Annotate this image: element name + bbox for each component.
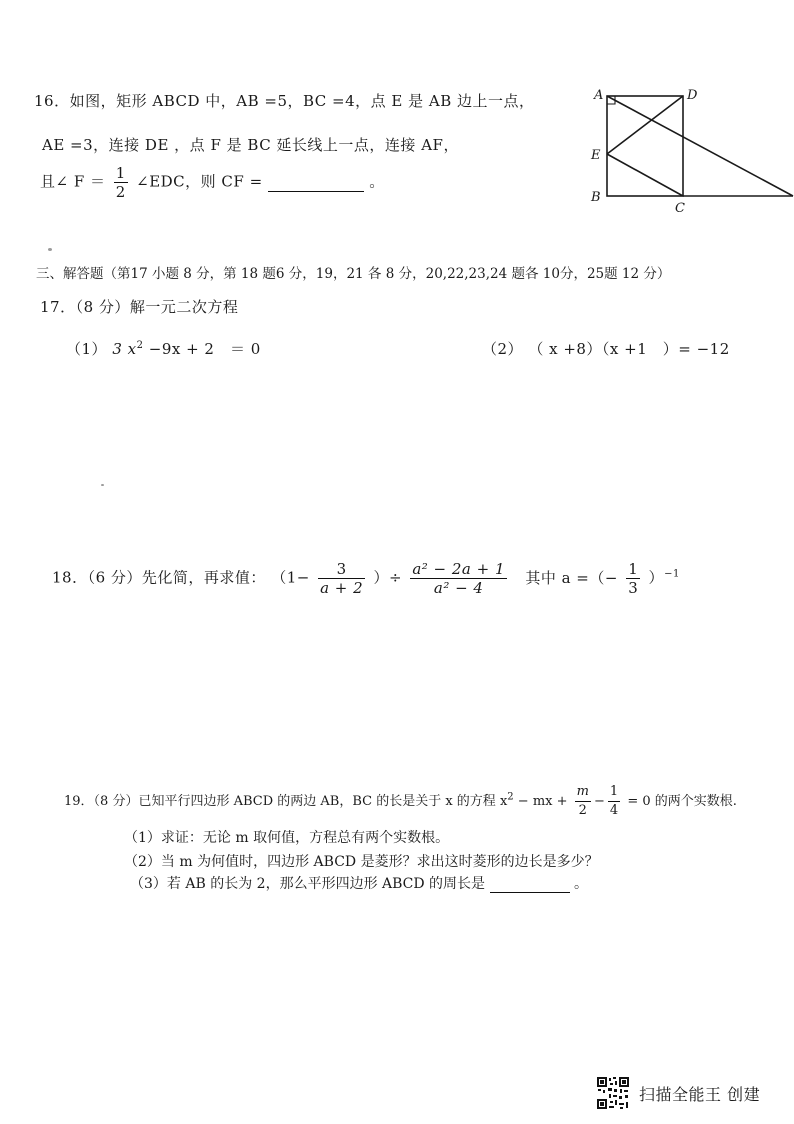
q16-line3-prefix: 且∠ F ＝ — [40, 172, 106, 191]
q19-f2-num: 1 — [608, 783, 620, 802]
q16-answer-blank — [268, 173, 364, 192]
q19-sub2: （2）当 m 为何值时，四边形 ABCD 是菱形？求出这时菱形的边长是多少？ — [124, 854, 599, 870]
scan-speck — [101, 484, 104, 486]
q19-answer-blank — [490, 876, 570, 893]
q17-part2-eq: （ x +8）（x +1 ）= −12 — [528, 340, 730, 358]
q19-sub3-prefix: （3）若 AB 的长为 2，那么平形四边形 ABCD 的周长是 — [130, 876, 486, 892]
q19-prefix: 19．（8 分）已知平行四边形 ABCD 的两边 AB，BC 的长是关于 x 的方程 x — [64, 794, 508, 809]
q17-part1-eq-b: −9x + 2 ＝ 0 — [143, 340, 261, 358]
q18-f3-num: 1 — [628, 560, 639, 578]
q19-suffix: = 0 的两个实数根. — [627, 794, 737, 809]
label-e: E — [591, 148, 601, 163]
segment-af — [607, 96, 793, 196]
q19-f1-den: 2 — [578, 803, 587, 818]
label-a: A — [594, 88, 604, 103]
q19-sub3 — [130, 873, 588, 893]
q18-where: 其中 a =（− — [525, 568, 618, 587]
section3-header: 三、解答题（第17 小题 8 分，第 18 题6 分，19，21 各 8 分，20,22,23,24 题各 10分，25题 12 分） — [36, 266, 671, 282]
q17-part2-label: （2） — [482, 340, 524, 358]
q18-fraction-1 — [318, 560, 365, 597]
qr-code-icon — [596, 1076, 630, 1110]
q18-line — [52, 560, 680, 597]
q19-fraction-2 — [608, 783, 620, 820]
q18-open: （1− — [271, 568, 310, 587]
label-c: C — [675, 201, 685, 214]
q19-mid: − mx + — [517, 794, 568, 809]
q16-fraction — [114, 164, 128, 201]
q18-f2-den: a² − 4 — [433, 579, 484, 597]
q18-f1-den: a + 2 — [320, 579, 364, 597]
q18-fraction-3 — [626, 560, 640, 597]
q19-f2-den: 4 — [609, 803, 619, 818]
q16-line1: 16．如图，矩形 ABCD 中，AB =5，BC =4，点 E 是 AB 边上一点， — [34, 92, 535, 110]
q18-f2-num: a² − 2a + 1 — [412, 560, 506, 578]
scan-speck — [48, 248, 52, 251]
q19-sub1: （1）求证：无论 m 取何值，方程总有两个实数根。 — [124, 830, 450, 846]
q16-line3-suffix: ∠EDC，则 CF = — [136, 172, 263, 191]
segment-de — [607, 96, 683, 154]
q17-part1-eq-exp: 2 — [136, 340, 144, 351]
q16-line3 — [40, 164, 385, 201]
q19-sub3-end: 。 — [573, 876, 588, 892]
q18-f1-num: 3 — [318, 560, 365, 579]
q17-part1-label: （1） — [66, 340, 108, 358]
label-d: D — [687, 88, 698, 103]
q19-exp: 2 — [507, 791, 514, 803]
label-b: B — [591, 190, 601, 205]
footer-brand: 扫描全能王 创建 — [639, 1085, 761, 1104]
q16-frac-num: 1 — [115, 164, 126, 182]
q18-prefix: 18．（6 分）先化简，再求值： — [52, 568, 266, 587]
q17-part2 — [482, 338, 730, 359]
q16-line3-end: 。 — [369, 172, 385, 191]
q16-geometry-figure — [585, 82, 794, 214]
segment-ec — [607, 154, 683, 196]
q19-fraction-1 — [575, 783, 591, 820]
q19-line — [64, 783, 737, 820]
q19-f1-num: m — [575, 783, 591, 802]
q17-part1 — [66, 338, 261, 359]
q19-minus: − — [593, 794, 605, 809]
q18-fraction-2 — [410, 560, 507, 597]
q17-title: 17．（8 分）解一元二次方程 — [40, 298, 239, 316]
q18-f3-den: 3 — [628, 579, 639, 597]
q17-part1-eq-a: 3 x — [112, 340, 137, 358]
q16-line2: AE =3，连接 DE ，点 F 是 BC 延长线上一点，连接 AF， — [42, 136, 459, 154]
q16-frac-den: 2 — [115, 183, 126, 201]
q18-exponent: −1 — [664, 568, 680, 580]
q18-where-end: ） — [648, 568, 665, 587]
q18-close-div: ）÷ — [373, 568, 403, 587]
